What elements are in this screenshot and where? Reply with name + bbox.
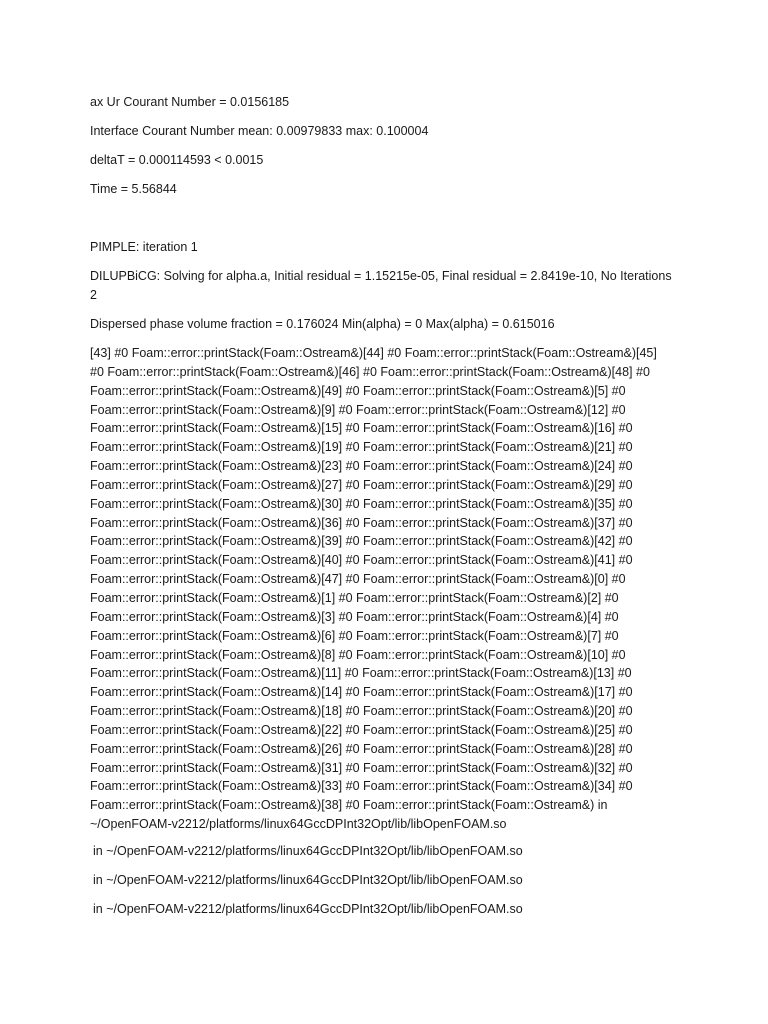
stack-trace-line: Foam::error::printStack(Foam::Ostream&)[40] #0 Foam::error::printStack(Foam::Ostream&)[41] #0 — [90, 553, 633, 568]
stack-trace-line: Foam::error::printStack(Foam::Ostream&)[9] #0 Foam::error::printStack(Foam::Ostream&)[12] #0 — [90, 402, 626, 417]
stack-trace-line: Foam::error::printStack(Foam::Ostream&)[30] #0 Foam::error::printStack(Foam::Ostream&)[35] #0 — [90, 496, 633, 511]
stack-trace-line: Foam::error::printStack(Foam::Ostream&)[33] #0 Foam::error::printStack(Foam::Ostream&)[34] #0 — [90, 779, 633, 794]
stack-trace-line: ~/OpenFOAM-v2212/platforms/linux64GccDPInt32Opt/lib/libOpenFOAM.so — [90, 817, 507, 832]
stack-trace-line: [43] #0 Foam::error::printStack(Foam::Ostream&)[44] #0 Foam::error::printStack(Foam::Ostream&)[45] — [90, 346, 657, 360]
stack-trace-line: Foam::error::printStack(Foam::Ostream&)[31] #0 Foam::error::printStack(Foam::Ostream&)[32] #0 — [90, 760, 633, 775]
stack-trace-line: Foam::error::printStack(Foam::Ostream&)[3] #0 Foam::error::printStack(Foam::Ostream&)[4] #0 — [90, 609, 619, 624]
stack-trace-line: Foam::error::printStack(Foam::Ostream&)[47] #0 Foam::error::printStack(Foam::Ostream&)[0] #0 — [90, 572, 626, 587]
stack-trace-line: Foam::error::printStack(Foam::Ostream&)[1] #0 Foam::error::printStack(Foam::Ostream&)[2] #0 — [90, 590, 619, 605]
time-line: Time = 5.56844 — [90, 182, 177, 196]
stack-trace-line: Foam::error::printStack(Foam::Ostream&)[27] #0 Foam::error::printStack(Foam::Ostream&)[29] #0 — [90, 477, 633, 492]
dispersed-phase-line: Dispersed phase volume fraction = 0.176024 Min(alpha) = 0 Max(alpha) = 0.615016 — [90, 317, 555, 331]
stack-trace-line: Foam::error::printStack(Foam::Ostream&)[23] #0 Foam::error::printStack(Foam::Ostream&)[24] #0 — [90, 459, 633, 474]
pimple-iteration-line: PIMPLE: iteration 1 — [90, 240, 198, 254]
stack-trace-line: Foam::error::printStack(Foam::Ostream&)[39] #0 Foam::error::printStack(Foam::Ostream&)[42] #0 — [90, 534, 633, 549]
stack-trace-line: Foam::error::printStack(Foam::Ostream&)[19] #0 Foam::error::printStack(Foam::Ostream&)[21] #0 — [90, 440, 633, 455]
dilupbicg-line-continued: 2 — [90, 288, 97, 302]
stack-trace-line: Foam::error::printStack(Foam::Ostream&)[36] #0 Foam::error::printStack(Foam::Ostream&)[37] #0 — [90, 515, 633, 530]
stack-trace-line: Foam::error::printStack(Foam::Ostream&)[22] #0 Foam::error::printStack(Foam::Ostream&)[25] #0 — [90, 722, 633, 737]
stack-trace-line: #0 Foam::error::printStack(Foam::Ostream&)[46] #0 Foam::error::printStack(Foam::Ostream&)[48] #0 — [90, 364, 650, 379]
stack-trace-line: Foam::error::printStack(Foam::Ostream&)[6] #0 Foam::error::printStack(Foam::Ostream&)[7] #0 — [90, 628, 619, 643]
interface-courant-line: Interface Courant Number mean: 0.00979833 max: 0.100004 — [90, 124, 429, 138]
library-path-line: in ~/OpenFOAM-v2212/platforms/linux64GccDPInt32Opt/lib/libOpenFOAM.so — [93, 873, 523, 887]
stack-trace-line: Foam::error::printStack(Foam::Ostream&)[49] #0 Foam::error::printStack(Foam::Ostream&)[5] #0 — [90, 383, 626, 398]
document-page — [90, 0, 680, 1024]
library-path-line: in ~/OpenFOAM-v2212/platforms/linux64GccDPInt32Opt/lib/libOpenFOAM.so — [93, 844, 523, 858]
library-path-line: in ~/OpenFOAM-v2212/platforms/linux64GccDPInt32Opt/lib/libOpenFOAM.so — [93, 902, 523, 916]
max-ur-courant-line: ax Ur Courant Number = 0.0156185 — [90, 95, 290, 109]
stack-trace-line: Foam::error::printStack(Foam::Ostream&)[38] #0 Foam::error::printStack(Foam::Ostream&) in — [90, 798, 608, 813]
stack-trace-line: Foam::error::printStack(Foam::Ostream&)[11] #0 Foam::error::printStack(Foam::Ostream&)[13] #0 — [90, 666, 632, 681]
delta-t-line: deltaT = 0.000114593 < 0.0015 — [90, 153, 264, 167]
stack-trace-line: Foam::error::printStack(Foam::Ostream&)[15] #0 Foam::error::printStack(Foam::Ostream&)[16] #0 — [90, 421, 633, 436]
stack-trace-line: Foam::error::printStack(Foam::Ostream&)[26] #0 Foam::error::printStack(Foam::Ostream&)[28] #0 — [90, 741, 633, 756]
stack-trace-block — [90, 344, 680, 834]
stack-trace-line: Foam::error::printStack(Foam::Ostream&)[18] #0 Foam::error::printStack(Foam::Ostream&)[20] #0 — [90, 704, 633, 719]
stack-trace-line: Foam::error::printStack(Foam::Ostream&)[14] #0 Foam::error::printStack(Foam::Ostream&)[17] #0 — [90, 685, 633, 700]
stack-trace-line: Foam::error::printStack(Foam::Ostream&)[8] #0 Foam::error::printStack(Foam::Ostream&)[10] #0 — [90, 647, 626, 662]
dilupbicg-line: DILUPBiCG: Solving for alpha.a, Initial residual = 1.15215e-05, Final residual = 2.8419e-10, No Iterations — [90, 269, 672, 283]
